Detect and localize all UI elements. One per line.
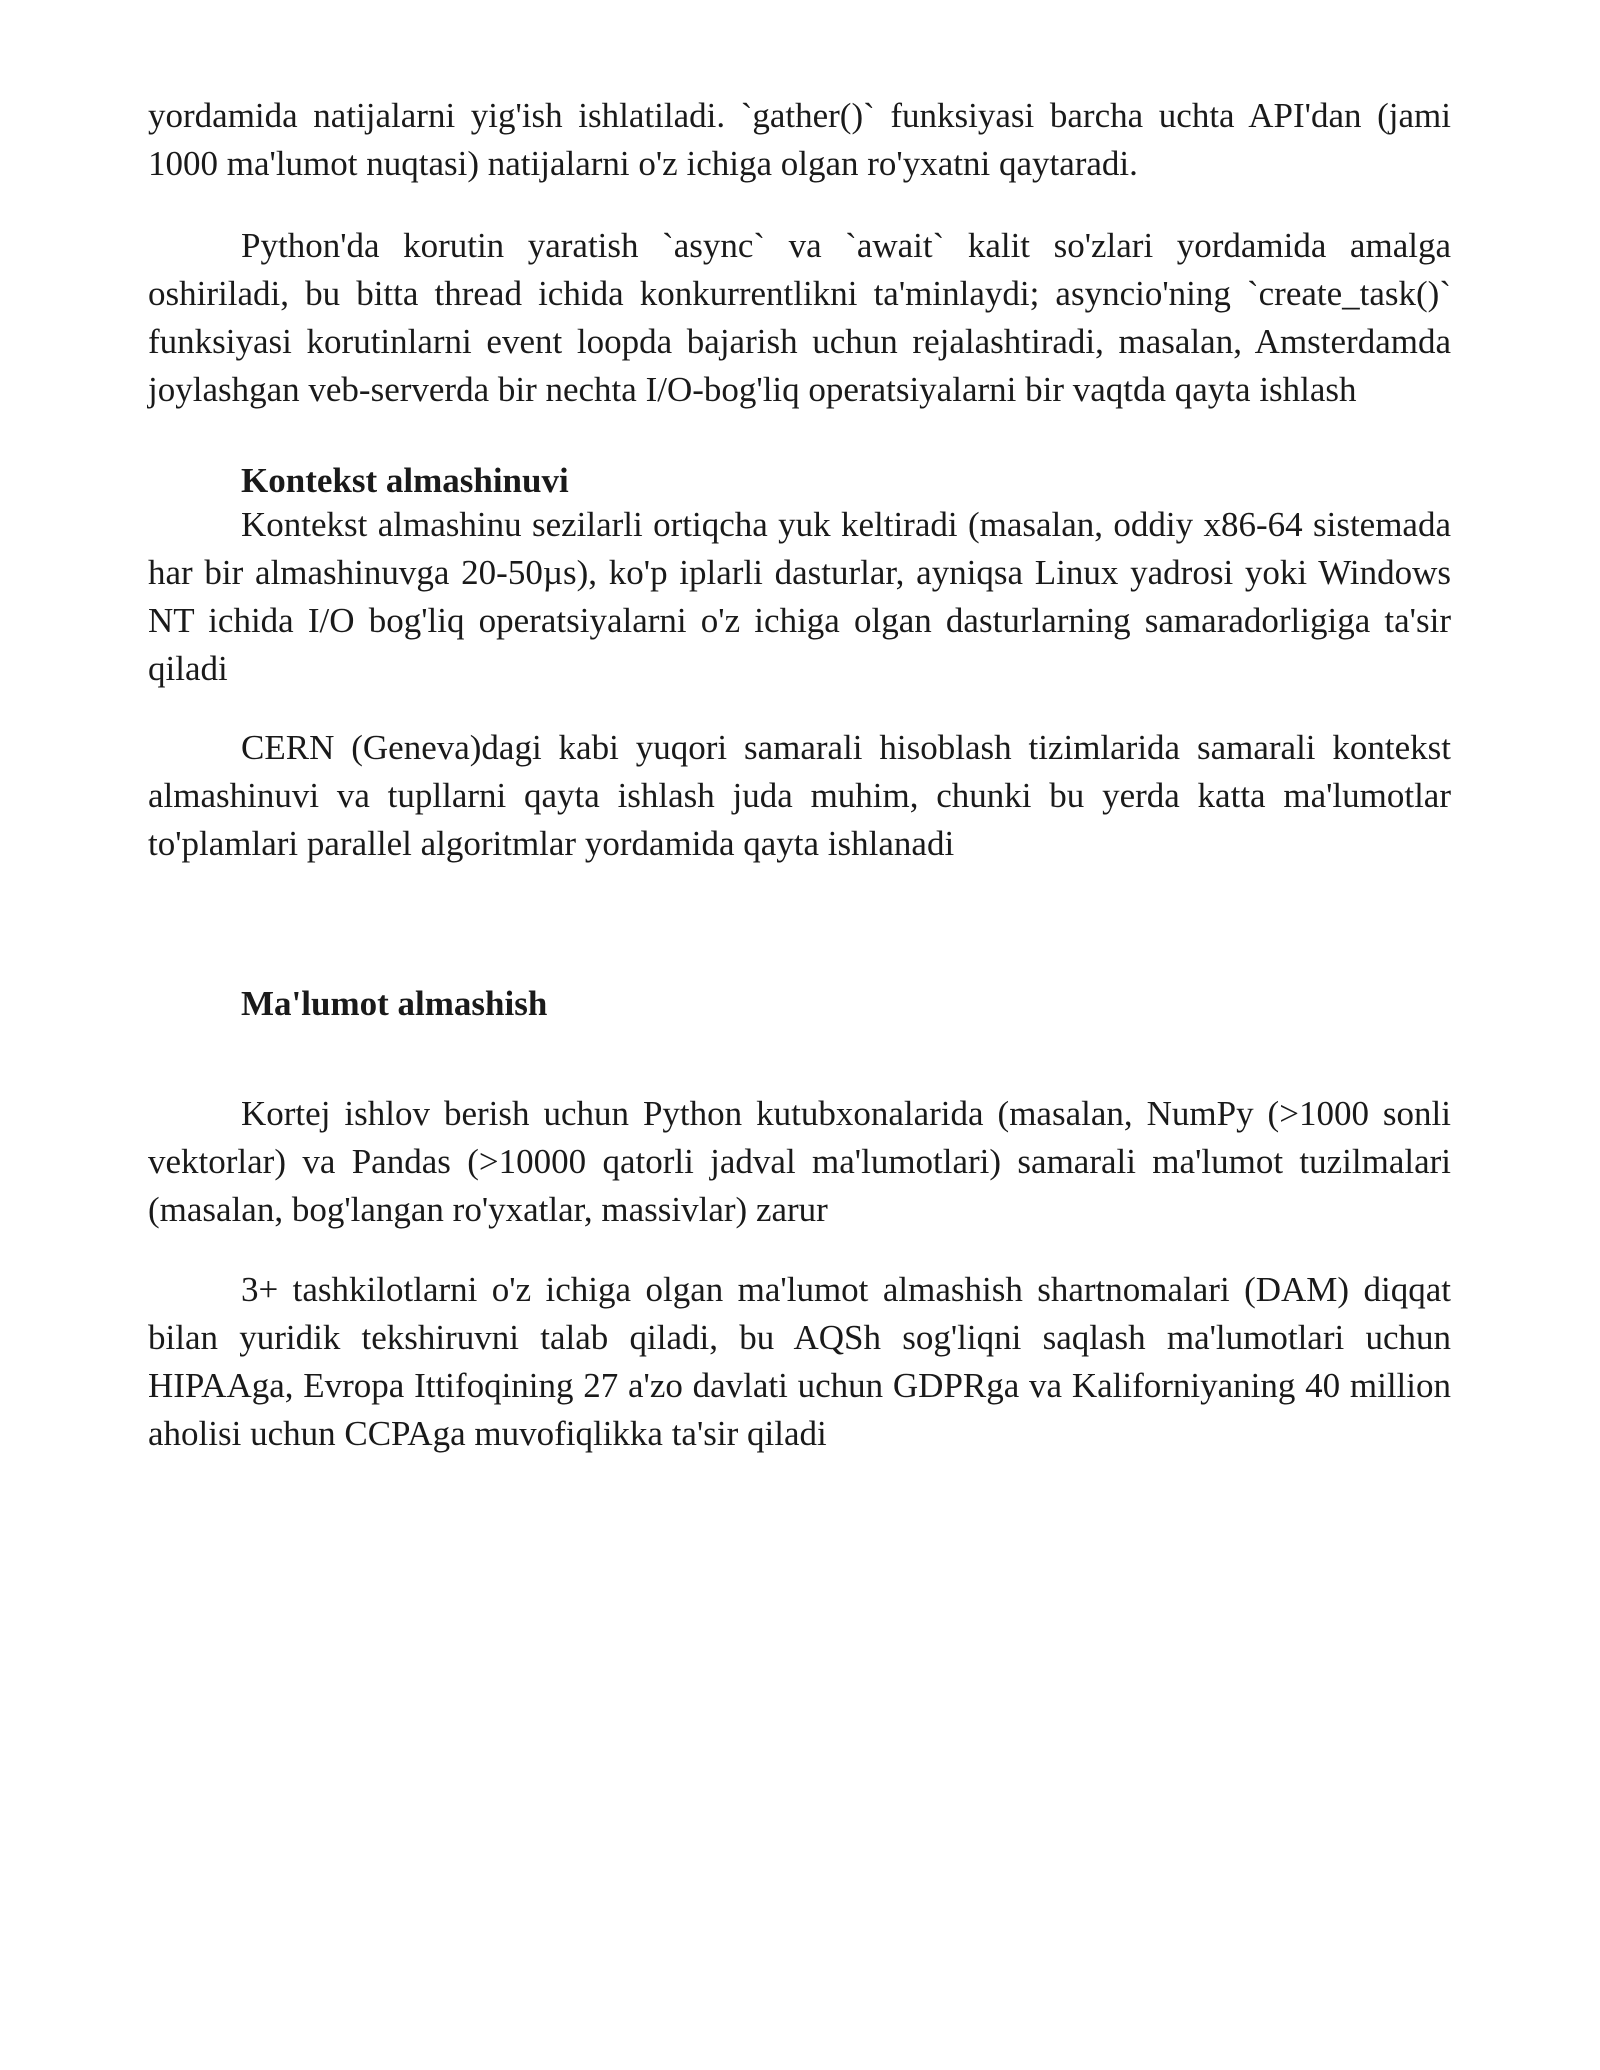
paragraph-gather-results: yordamida natijalarni yig'ish ishlatiladi. `gather()` funksiyasi barcha uchta API'dan (jami 1000 ma'lumot nuqtasi) natijalarni o'z ichiga olgan ro'yxatni qaytaradi. <box>148 96 1451 183</box>
paragraph-context-switch-overhead: Kontekst almashinu sezilarli ortiqcha yuk keltiradi (masalan, oddiy x86-64 sistemada har bir almashinuvga 20-50µs), ko'p iplarli dasturlar, ayniqsa Linux yadrosi yoki Windows NT ichida I/O bog'liq operatsiyalarni o'z ichiga olgan dasturlarning samaradorligiga ta'sir qiladi <box>148 505 1451 688</box>
heading-data-exchange: Ma'lumot almashish <box>241 984 548 1023</box>
paragraph-python-libraries: Kortej ishlov berish uchun Python kutubxonalarida (masalan, NumPy (>1000 sonli vektorlar) va Pandas (>10000 qatorli jadval ma'lumotlari) samarali ma'lumot tuzilmalari (masalan, bog'langan ro'yxatlar, massivlar) zarur <box>148 1094 1451 1229</box>
paragraph-python-coroutines: Python'da korutin yaratish `async` va `await` kalit so'zlari yordamida amalga oshiriladi, bu bitta thread ichida konkurrentlikni ta'minlaydi; asyncio'ning `create_task()` funksiyasi korutinlarni event loopda bajarish uchun rejalashtiradi, masalan, Amsterdamda joylashgan veb-serverda bir nechta I/O-bog'liq operatsiyalarni bir vaqtda qayta ishlash <box>148 226 1451 409</box>
paragraph-data-sharing-agreements: 3+ tashkilotlarni o'z ichiga olgan ma'lumot almashish shartnomalari (DAM) diqqat bilan yuridik tekshiruvni talab qiladi, bu AQSh sog'liqni saqlash ma'lumotlari uchun HIPAAga, Evropa Ittifoqining 27 a'zo davlati uchun GDPRga va Kaliforniyaning 40 million aholisi uchun CCPAga muvofiqlikka ta'sir qiladi <box>148 1270 1451 1453</box>
heading-context-switching: Kontekst almashinuvi <box>241 461 569 500</box>
paragraph-cern-hpc: CERN (Geneva)dagi kabi yuqori samarali hisoblash tizimlarida samarali kontekst almashinuvi va tupllarni qayta ishlash juda muhim, chunki bu yerda katta ma'lumotlar to'plamlari parallel algoritmlar yordamida qayta ishlanadi <box>148 728 1451 863</box>
